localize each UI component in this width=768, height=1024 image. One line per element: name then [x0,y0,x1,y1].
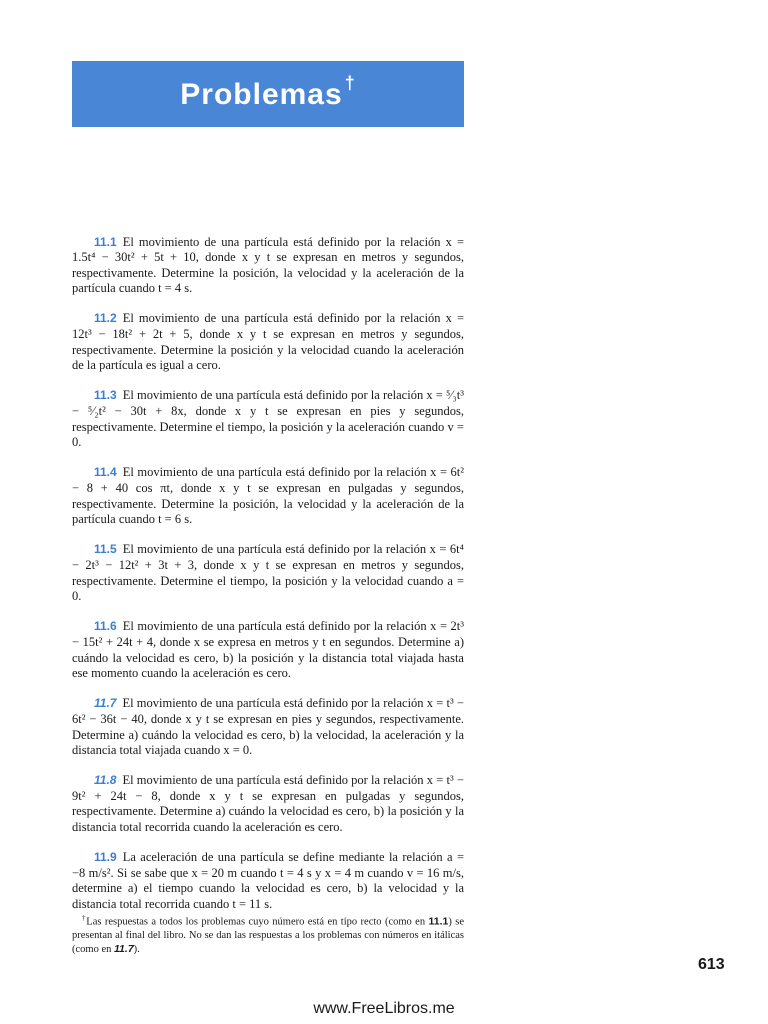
problem-text: El movimiento de una partícula está definido por la relación x = 1.5t⁴ − 30t² + 5t + 10, donde x y t se expresan en metros y segundos, respectivamente. Determine la posición, la velocidad y la aceleración de la partícula cuando t = 4 s. [72,234,464,296]
problem-number: 11.3 [94,388,117,403]
problem-text: El movimiento de una partícula está definido por la relación x = 6t² − 8 + 40 cos πt, donde x y t se expresan en pulgadas y segundos, respectivamente. Determine la posición, la velocidad y la aceleración de la partícula cuando t = 6 s. [72,465,464,527]
footnote-text-1: Las respuestas a todos los problemas cuyo número está en tipo recto (como en [86,916,429,928]
problem-text: El movimiento de una partícula está definido por la relación x = ⁵⁄₃t³ − ⁵⁄₂t² − 30t + 8x, donde x y t se expresan en pies y segundos, respectivamente. Determine el tiempo, la posición y la aceleración cuando v = 0. [72,388,464,450]
problem-list [72,222,464,927]
problem-item [72,850,464,912]
problem-number: 11.6 [94,619,117,634]
footnote-mark: † [82,914,87,922]
problem-number: 11.5 [94,542,117,557]
footnote [72,912,464,957]
problem-number: 11.9 [94,850,117,865]
problem-number: 11.1 [94,234,117,249]
problem-number: 11.7 [94,696,117,711]
section-banner [72,61,464,127]
problem-text: La aceleración de una partícula se define mediante la relación a = −8 m/s². Si se sabe que x = 20 m cuando t = 4 s y x = 4 m cuando v = 16 m/s, determine a) el tiempo cuando la velocidad es cero, b) la velocidad y la distancia total recorrida cuando t = 11 s. [72,850,464,912]
title-footnote-mark: † [344,72,356,93]
problem-number: 11.2 [94,311,117,326]
page-number: 613 [698,956,725,973]
footnote-text-2: ) se presentan al final del libro. No se dan las respuestas a los problemas con números en itálicas (como en [72,916,465,956]
problem-number: 11.8 [94,773,117,788]
site-watermark: www.FreeLibros.me [313,1000,455,1017]
problem-text: El movimiento de una partícula está definido por la relación x = t³ − 9t² + 24t − 8, donde x y t se expresan en pulgadas y segundos, respectivamente. Determine a) cuándo la velocidad es cero, b) la posición y la distancia total recorrida cuando la aceleración es cero. [72,773,464,835]
footnote-bold-example: 11.1 [428,915,449,928]
problem-item [72,542,464,604]
problem-item [72,311,464,373]
problem-text: El movimiento de una partícula está definido por la relación x = 2t³ − 15t² + 24t + 4, donde x se expresa en metros y t en segundos. Determine a) cuándo la velocidad es cero, b) la posición y la distancia total viajada hasta ese momento cuando la aceleración es cero. [72,619,464,681]
problem-item [72,235,464,297]
problem-item [72,773,464,835]
problem-item [72,619,464,681]
problem-item [72,696,464,758]
footnote-italic-example: 11.7 [114,943,134,956]
section-title: Problemas † [180,72,356,111]
problem-item [72,465,464,527]
problem-text: El movimiento de una partícula está definido por la relación x = t³ − 6t² − 36t − 40, donde x y t se expresan en pies y segundos, respectivamente. Determine a) cuándo la velocidad es cero, b) la velocidad, la aceleración y la distancia total viajada cuando x = 0. [72,696,464,758]
problem-item [72,388,464,450]
footnote-text-3: ). [133,944,140,956]
problem-number: 11.4 [94,465,117,480]
problem-text: El movimiento de una partícula está definido por la relación x = 12t³ − 18t² + 2t + 5, donde x y t se expresan en metros y segundos, respectivamente. Determine la posición y la velocidad cuando la aceleración de la partícula es igual a cero. [72,311,464,373]
problem-text: El movimiento de una partícula está definido por la relación x = 6t⁴ − 2t³ − 12t² + 3t + 3, donde x y t se expresan en metros y segundos, respectivamente. Determine el tiempo, la posición y la velocidad cuando a = 0. [72,542,464,604]
